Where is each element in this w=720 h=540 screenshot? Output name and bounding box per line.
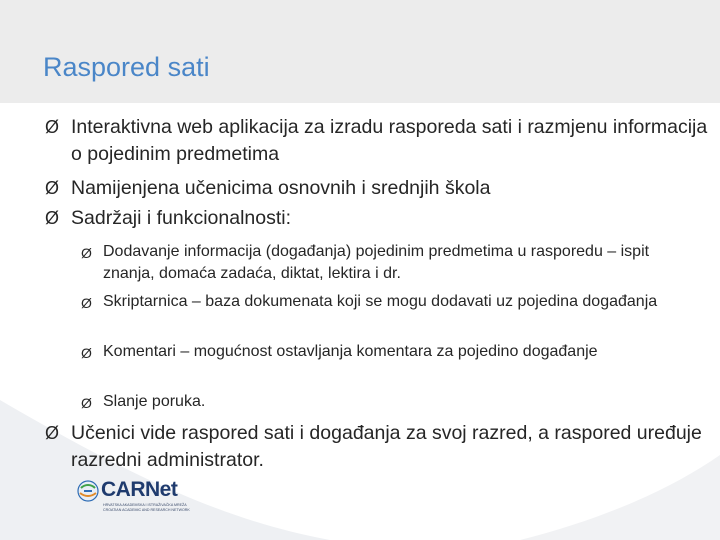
bullet-item xyxy=(45,114,720,168)
bullet-text: Interaktivna web aplikacija za izradu rasporeda sati i razmjenu informacija o pojedinim predmetima xyxy=(71,116,708,165)
bullet-text: Slanje poruka. xyxy=(103,393,206,410)
arrow-bullet-icon: Ø xyxy=(45,208,60,228)
bullet-text: Učenici vide raspored sati i događanja za svoj razred, a raspored uređuje razredni administrator. xyxy=(71,422,702,471)
logo-tagline-line-1: HRVATSKA AKADEMSKA I ISTRAŽIVAČKA MREŽA xyxy=(103,503,187,507)
carnet-globe-icon xyxy=(77,480,99,502)
bullet-text: Namijenjena učenicima osnovnih i srednjih škola xyxy=(71,177,491,199)
bullet-item xyxy=(45,205,720,232)
sub-bullet-item xyxy=(81,291,703,313)
arrow-bullet-icon: Ø xyxy=(45,423,60,443)
bullet-text: Komentari – mogućnost ostavljanja komentara za pojedino događanje xyxy=(103,343,598,360)
sub-bullet-item xyxy=(81,391,703,413)
carnet-logo xyxy=(77,478,190,516)
sub-bullet-item xyxy=(81,241,703,285)
arrow-bullet-icon: Ø xyxy=(81,345,92,361)
arrow-bullet-icon: Ø xyxy=(81,245,92,261)
bullet-text: Dodavanje informacija (događanja) pojedinim predmetima u rasporedu – ispit znanja, domaća zadaća, diktat, lektira i dr. xyxy=(103,243,650,282)
logo-tagline xyxy=(103,503,189,512)
arrow-bullet-icon: Ø xyxy=(45,178,60,198)
bullet-text: Sadržaji i funkcionalnosti: xyxy=(71,207,292,229)
arrow-bullet-icon: Ø xyxy=(81,295,92,311)
logo-tagline-line-2: CROATIAN ACADEMIC AND RESEARCH NETWORK xyxy=(103,507,190,512)
logo-wordmark: CARNet xyxy=(101,478,178,501)
bullet-item xyxy=(45,420,720,474)
bullet-text: Skriptarnica – baza dokumenata koji se mogu dodavati uz pojedina događanja xyxy=(103,293,658,310)
slide-title: Raspored sati xyxy=(43,52,210,82)
arrow-bullet-icon: Ø xyxy=(45,117,60,137)
sub-bullet-item xyxy=(81,341,703,363)
arrow-bullet-icon: Ø xyxy=(81,395,92,411)
bullet-item xyxy=(45,175,720,202)
